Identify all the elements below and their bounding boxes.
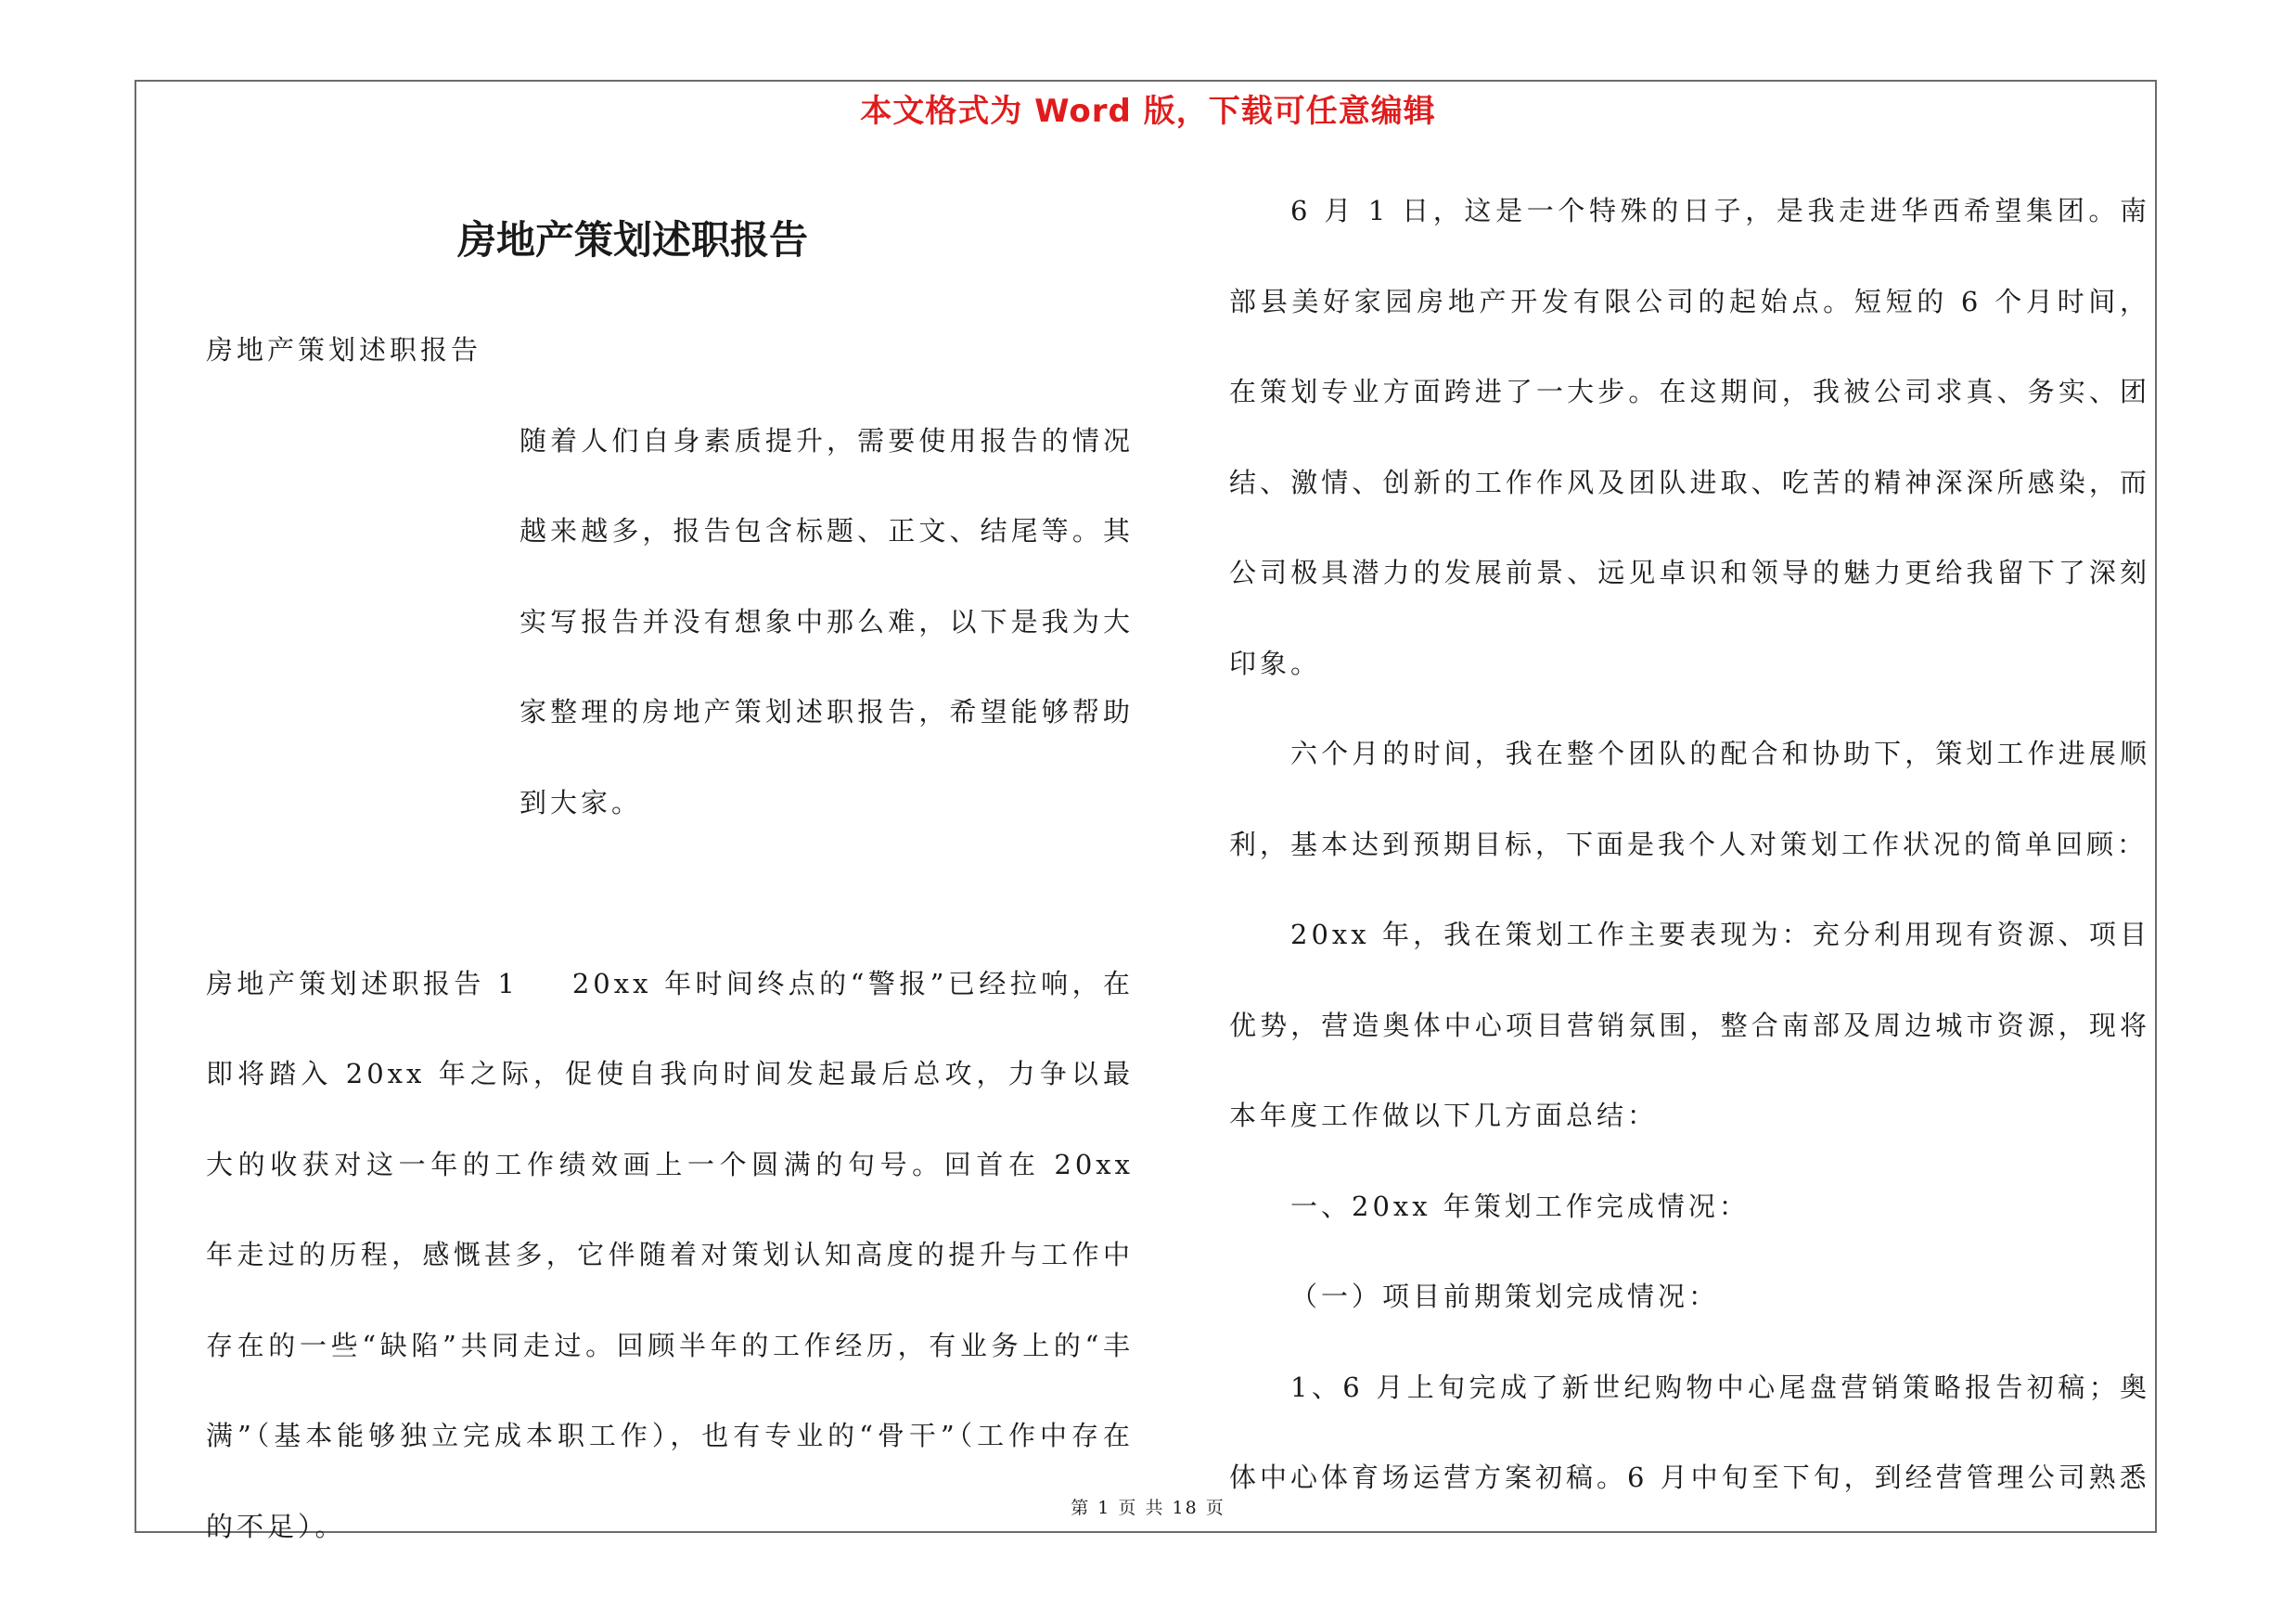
- subtitle: 房地产策划述职报告: [206, 334, 482, 366]
- section-paragraph: [206, 939, 1134, 1573]
- paragraph-item-one: 1、6 月上旬完成了新世纪购物中心尾盘营销策略报告初稿；奥体中心体育场运营方案初稿。6 月中旬至下旬，到经营管理公司熟悉: [1229, 1371, 2150, 1493]
- blank-line: [206, 848, 1134, 939]
- paragraph-six-months: 六个月的时间，我在整个团队的配合和协助下，策划工作进展顺利，基本达到预期目标，下面是我个人对策划工作状况的简单回顾：: [1229, 738, 2150, 860]
- word-format-banner: 本文格式为 Word 版，下载可任意编辑: [860, 93, 1436, 130]
- heading-subsection-one: （一）项目前期策划完成情况：: [1290, 1281, 1720, 1312]
- paragraph-year-summary: 20xx 年，我在策划工作主要表现为：充分利用现有资源、项目优势，营造奥体中心项目营销氛围，整合南部及周边城市资源，现将本年度工作做以下几方面总结：: [1229, 919, 2150, 1131]
- intro-paragraph: 随着人们自身素质提升，需要使用报告的情况越来越多，报告包含标题、正文、结尾等。其实写报告并没有想象中那么难，以下是我为大家整理的房地产策划述职报告，希望能够帮助到大家。: [519, 424, 1134, 818]
- right-column: [1229, 166, 2150, 1524]
- section-label: 房地产策划述职报告 1: [206, 967, 519, 999]
- section-body: 20xx 年时间终点的“警报”已经拉响，在即将踏入 20xx 年之际，促使自我向时间发起最后总攻，力争以最大的收获对这一年的工作绩效画上一个圆满的句号。回首在 20xx 年走过的历程，感慨甚多，它伴随着对策划认知高度的提升与工作中存在的一些“缺陷”共同走过。回顾半年的工作经历，有业务上的“丰满”（基本能够独立完成本职工作），也有专业的“骨干”（工作中存在的不足）。: [206, 967, 1134, 1542]
- page-number-footer: 第 1 页 共 18 页: [1071, 1498, 1225, 1518]
- heading-section-one: 一、20xx 年策划工作完成情况：: [1290, 1190, 1750, 1222]
- document-title: 房地产策划述职报告: [456, 217, 808, 263]
- paragraph-start-date: 6 月 1 日，这是一个特殊的日子，是我走进华西希望集团。南部县美好家园房地产开发有限公司的起始点。短短的 6 个月时间，在策划专业方面跨进了一大步。在这期间，我被公司求真、务实、团结、激情、创新的工作作风及团队进取、吃苦的精神深深所感染，而公司极具潜力的发展前景、远见卓识和领导的魅力更给我留下了深刻印象。: [1229, 195, 2150, 679]
- left-column: [206, 305, 1134, 1572]
